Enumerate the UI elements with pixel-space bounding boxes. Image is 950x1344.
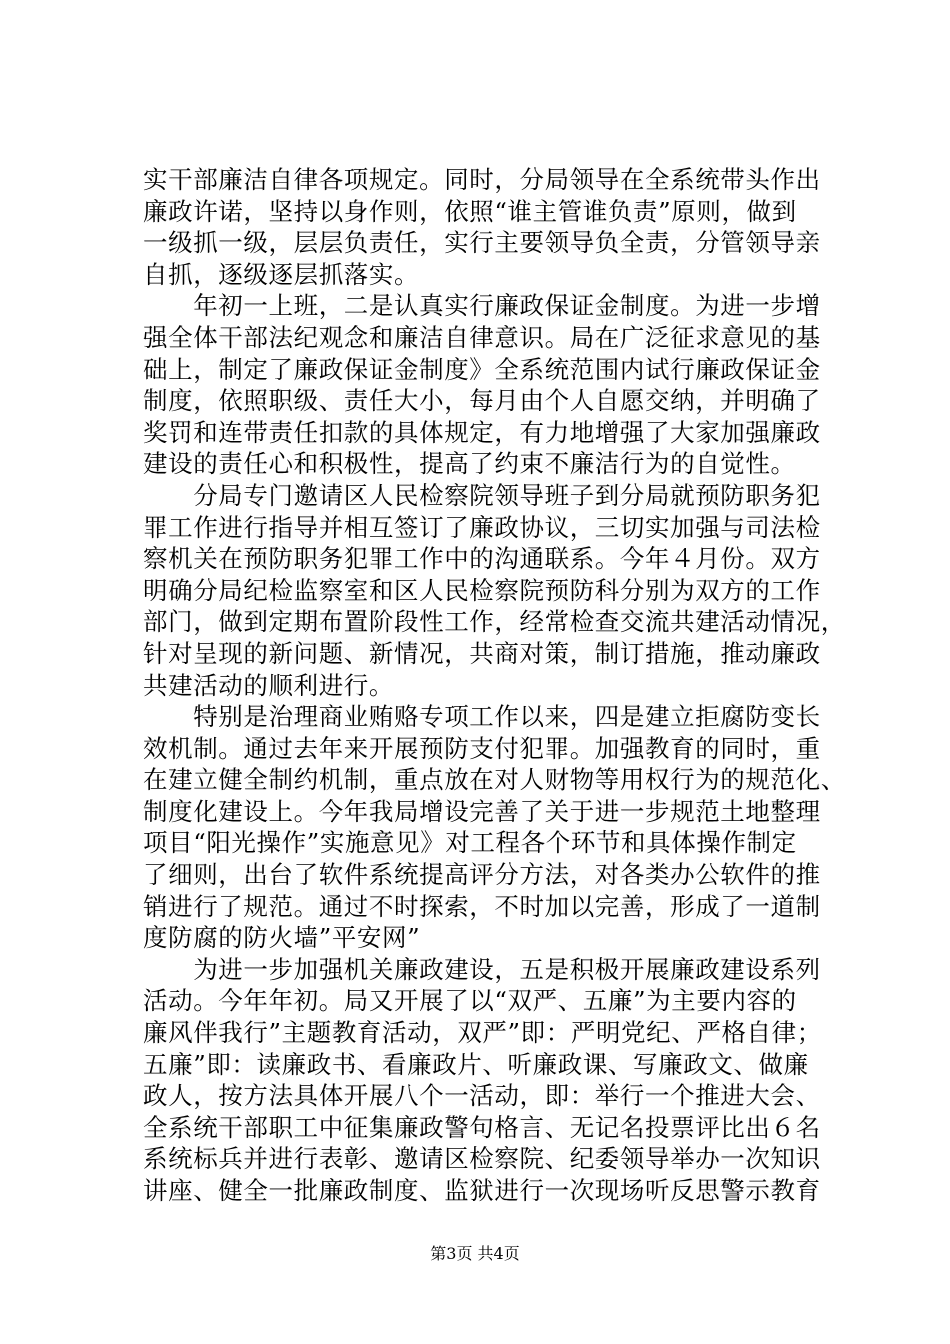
text-line: 全系统干部职工中征集廉政警句格言、无记名投票评比出６名 <box>143 1112 821 1142</box>
text-line: 在建立健全制约机制，重点放在对人财物等用权行为的规范化、 <box>143 765 846 795</box>
text-line: 系统标兵并进行表彰、邀请区检察院、纪委领导举办一次知识 <box>143 1144 821 1174</box>
text-line: 部门，做到定期布置阶段性工作，经常检查交流共建活动情况， <box>143 607 846 637</box>
text-line: 建设的责任心和积极性，提高了约束不廉洁行为的自觉性。 <box>143 449 796 479</box>
text-line: 政人，按方法具体开展八个一活动，即：举行一个推进大会、 <box>143 1081 821 1111</box>
text-line: 强全体干部法纪观念和廉洁自律意识。局在广泛征求意见的基 <box>143 322 821 352</box>
text-line: 廉政许诺，坚持以身作则，依照“谁主管谁负责”原则，做到 <box>143 196 797 226</box>
text-line: 明确分局纪检监察室和区人民检察院预防科分别为双方的工作 <box>143 575 821 605</box>
text-line: 础上，制定了廉政保证金制度》全系统范围内试行廉政保证金 <box>143 354 821 384</box>
text-line: 年初一上班，二是认真实行廉政保证金制度。为进一步增 <box>143 291 821 321</box>
text-line: 针对呈现的新问题、新情况，共商对策，制订措施，推动廉政 <box>143 638 821 668</box>
text-line: 制度化建设上。今年我局增设完善了关于进一步规范土地整理 <box>143 796 821 826</box>
text-line: 特别是治理商业贿赂专项工作以来，四是建立拒腐防变长 <box>143 702 821 732</box>
text-line: 实干部廉洁自律各项规定。同时，分局领导在全系统带头作出 <box>143 165 821 194</box>
text-line: 共建活动的顺利进行。 <box>143 670 394 700</box>
text-line: 活动。今年年初。局又开展了以“双严、五廉”为主要内容的 <box>143 986 797 1016</box>
text-line: 五廉”即：读廉政书、看廉政片、听廉政课、写廉政文、做廉 <box>143 1049 809 1079</box>
text-line: 自抓，逐级逐层抓落实。 <box>143 259 420 289</box>
text-line: 察机关在预防职务犯罪工作中的沟通联系。今年４月份。双方 <box>143 544 821 574</box>
text-line: 制度，依照职级、责任大小，每月由个人自愿交纳，并明确了 <box>143 386 821 416</box>
text-line: 效机制。通过去年来开展预防支付犯罪。加强教育的同时，重 <box>143 733 821 763</box>
text-line: 讲座、健全一批廉政制度、监狱进行一次现场听反思警示教育 <box>143 1176 821 1205</box>
text-line: 项目“阳光操作”实施意见》对工程各个环节和具体操作制定 <box>143 828 797 858</box>
text-line: 一级抓一级，层层负责任，实行主要领导负全责，分管领导亲 <box>143 228 821 258</box>
text-line: 销进行了规范。通过不时探索，不时加以完善，形成了一道制 <box>143 891 821 921</box>
text-line: 度防腐的防火墙”平安网” <box>143 923 421 953</box>
text-line: 罪工作进行指导并相互签订了廉政协议，三切实加强与司法检 <box>143 512 821 542</box>
text-line: 为进一步加强机关廉政建设，五是积极开展廉政建设系列 <box>143 954 821 984</box>
text-line: 廉风伴我行”主题教育活动，双严”即：严明党纪、严格自律； <box>143 1018 822 1048</box>
page-number-footer: 第3页 共4页 <box>430 1244 520 1263</box>
text-line: 分局专门邀请区人民检察院领导班子到分局就预防职务犯 <box>143 480 821 510</box>
document-body <box>143 164 846 1207</box>
text-line: 奖罚和连带责任扣款的具体规定，有力地增强了大家加强廉政 <box>143 417 821 447</box>
text-line: 了细则，出台了软件系统提高评分方法，对各类办公软件的推 <box>143 860 821 890</box>
